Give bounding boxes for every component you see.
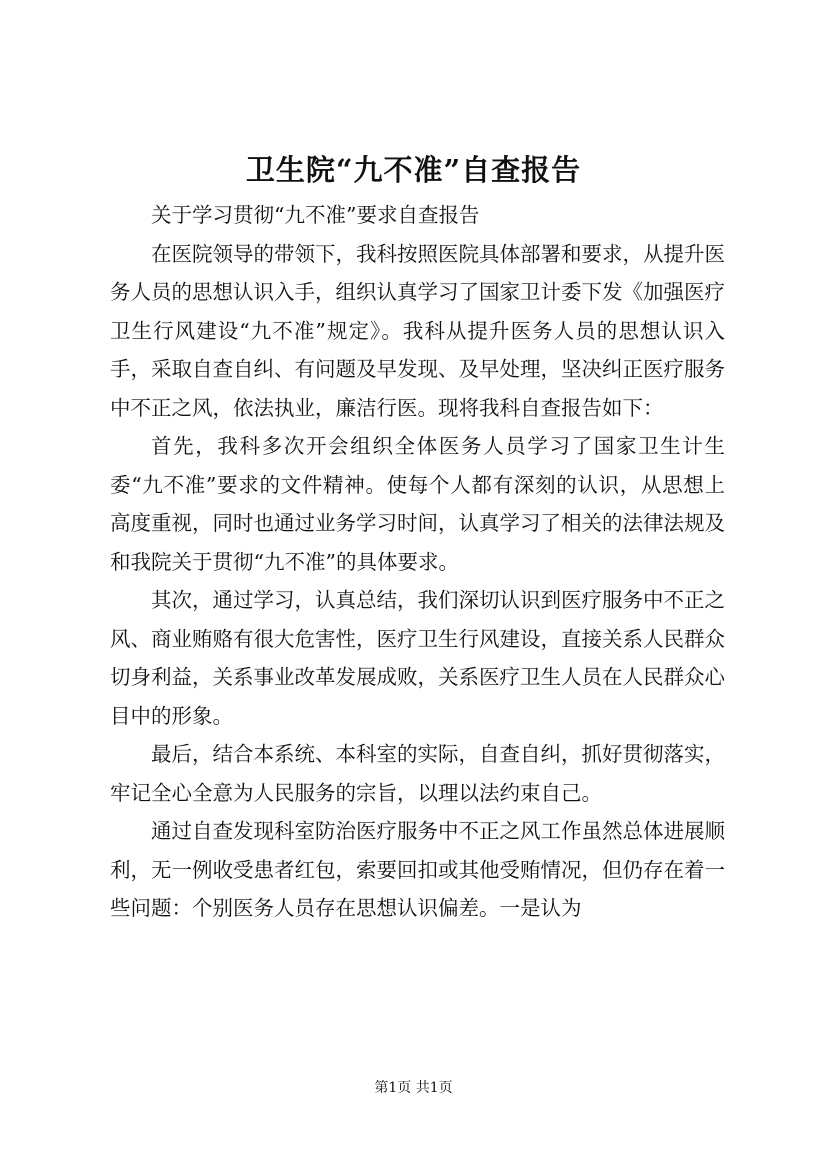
- page-number-footer: 第1页 共1页: [374, 1080, 453, 1096]
- paragraph-intro: 在医院领导的带领下，我科按照医院具体部署和要求，从提升医务人员的思想认识入手，组织认真学习了国家卫计委下发《加强医疗卫生行风建设“九不准”规定》。我科从提升医务人员的思想认识入手，采取自查自纠、有问题及早发现、及早处理，坚决纠正医疗服务中不正之风，依法执业，廉洁行医。现将我科自查报告如下：: [110, 241, 725, 420]
- paragraph-findings: 通过自查发现科室防治医疗服务中不正之风工作虽然总体进展顺利，无一例收受患者红包，索要回扣或其他受贿情况，但仍存在着一些问题：个别医务人员存在思想认识偏差。一是认为: [110, 819, 725, 920]
- document-title: 卫生院“九不准”自查报告: [245, 153, 582, 187]
- paragraph-last: 最后，结合本系统、本科室的实际，自查自纠，抓好贯彻落实，牢记全心全意为人民服务的宗旨，以理以法约束自己。: [110, 742, 725, 805]
- paragraph-subtitle: 关于学习贯彻“九不准”要求自查报告: [151, 203, 480, 227]
- paragraph-second: 其次，通过学习，认真总结，我们深切认识到医疗服务中不正之风、商业贿赂有很大危害性，医疗卫生行风建设，直接关系人民群众切身利益，关系事业改革发展成败，关系医疗卫生人员在人民群众心目中的形象。: [110, 588, 725, 728]
- document-body: [110, 196, 725, 928]
- paragraph-first: 首先，我科多次开会组织全体医务人员学习了国家卫生计生委“九不准”要求的文件精神。使每个人都有深刻的认识，从思想上高度重视，同时也通过业务学习时间，认真学习了相关的法律法规及和我院关于贯彻“九不准”的具体要求。: [110, 434, 725, 574]
